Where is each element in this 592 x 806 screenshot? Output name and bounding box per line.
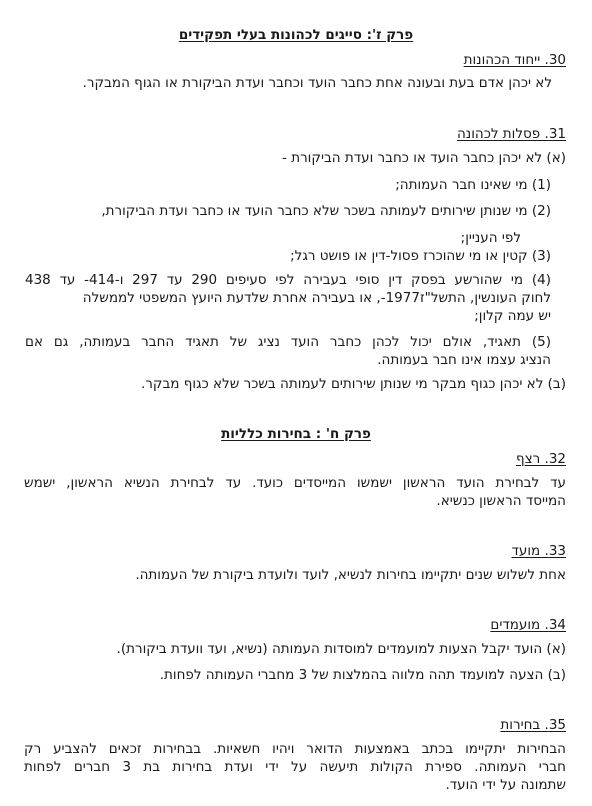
section-33-text: אחת לשלוש שנים יתקיימו בחירות לנשיא, לועד ולועדת ביקורת של העמותה. [135,567,566,583]
section-35-line-2: חברי העמותה. ספירת הקולות תיעשה על ידי ועדת בחירות בת 3 חברים לפחות [24,759,567,775]
section-31-item-5-line-2: הנציג עצמו אינו חבר בעמותה. [377,352,551,368]
section-31-item-4-line-3: יש עמה קלון; [474,308,551,324]
section-31-item-4-line-1: (4) מי שהורשע בפסק דין סופי בעבירה לפי סעיפים 290 עד 297 ו-414- עד 438 [25,272,552,288]
chapter-7-title: פרק ז': סייגים לכהונות בעלי תפקידים [178,27,414,43]
section-32-line-2: המייסד הראשון כנשיא. [436,493,566,509]
section-33-heading: 33. מועד [511,543,566,559]
section-32-heading: 32. רצף [515,451,566,467]
section-31-item-1: (1) מי שאינו חבר העמותה; [395,177,551,193]
chapter-8-title: פרק ח' : בחירות כלליות [221,426,371,442]
section-30-text: לא יכהן אדם בעת ובעונה אחת כחבר הועד וכחבר ועדת הביקורת או הגוף המבקר. [82,75,552,91]
section-31-item-2-line-1: (2) מי שנותן שירותים לעמותה בשכר שלא כחבר הועד או כחבר ועדת הביקורת, [101,203,551,219]
section-34-clause-b: (ב) הצעה למועמד תהה מלווה בהמלצות של 3 מחברי העמותה לפחות. [159,667,566,683]
section-34-clause-a: (א) הועד יקבל הצעות למועמדים למוסדות העמותה (נשיא, ועד וועדת ביקורת). [116,641,566,657]
section-32-line-1: עד לבחירת הועד הראשון ישמשו המייסדים כועד. עד לבחירת הנשיא הראשון, ישמש [24,475,566,491]
section-31-item-3: (3) קטין או מי שהוכרז פסול-דין או פושט רגל; [290,248,551,264]
section-31-heading: 31. פסלות לכהונה [456,126,566,142]
section-35-line-1: הבחירות יתקיימו בכתב באמצעות הדואר ויהיו חשאיות. בבחירות זכאים להצביע רק [24,741,566,757]
section-35-heading: 35. בחירות [500,717,566,733]
section-31-clause-b: (ב) לא יכהן כגוף מבקר מי שנותן שירותים לעמותה בשכר שלא כגוף מבקר. [140,376,566,392]
section-31-item-2-line-2: לפי העניין; [460,230,521,246]
section-31-item-4-line-2: לחוק העונשין, התשל"ז1977-, או בעבירה אחרת שלדעת היועץ המשפטי לממשלה [82,290,551,306]
section-31-clause-a: (א) לא יכהן כחבר הועד או כחבר ועדת הביקורת - [282,150,566,166]
section-31-item-5-line-1: (5) תאגיד, אולם יכול לכהן כחבר הועד נציג של תאגיד החבר בעמותה, גם אם [25,334,551,350]
section-35-line-3: שתמונה על ידי הועד. [445,777,566,793]
section-34-heading: 34. מועמדים [490,617,566,633]
section-30-heading: 30. ייחוד הכהונות [463,52,566,68]
